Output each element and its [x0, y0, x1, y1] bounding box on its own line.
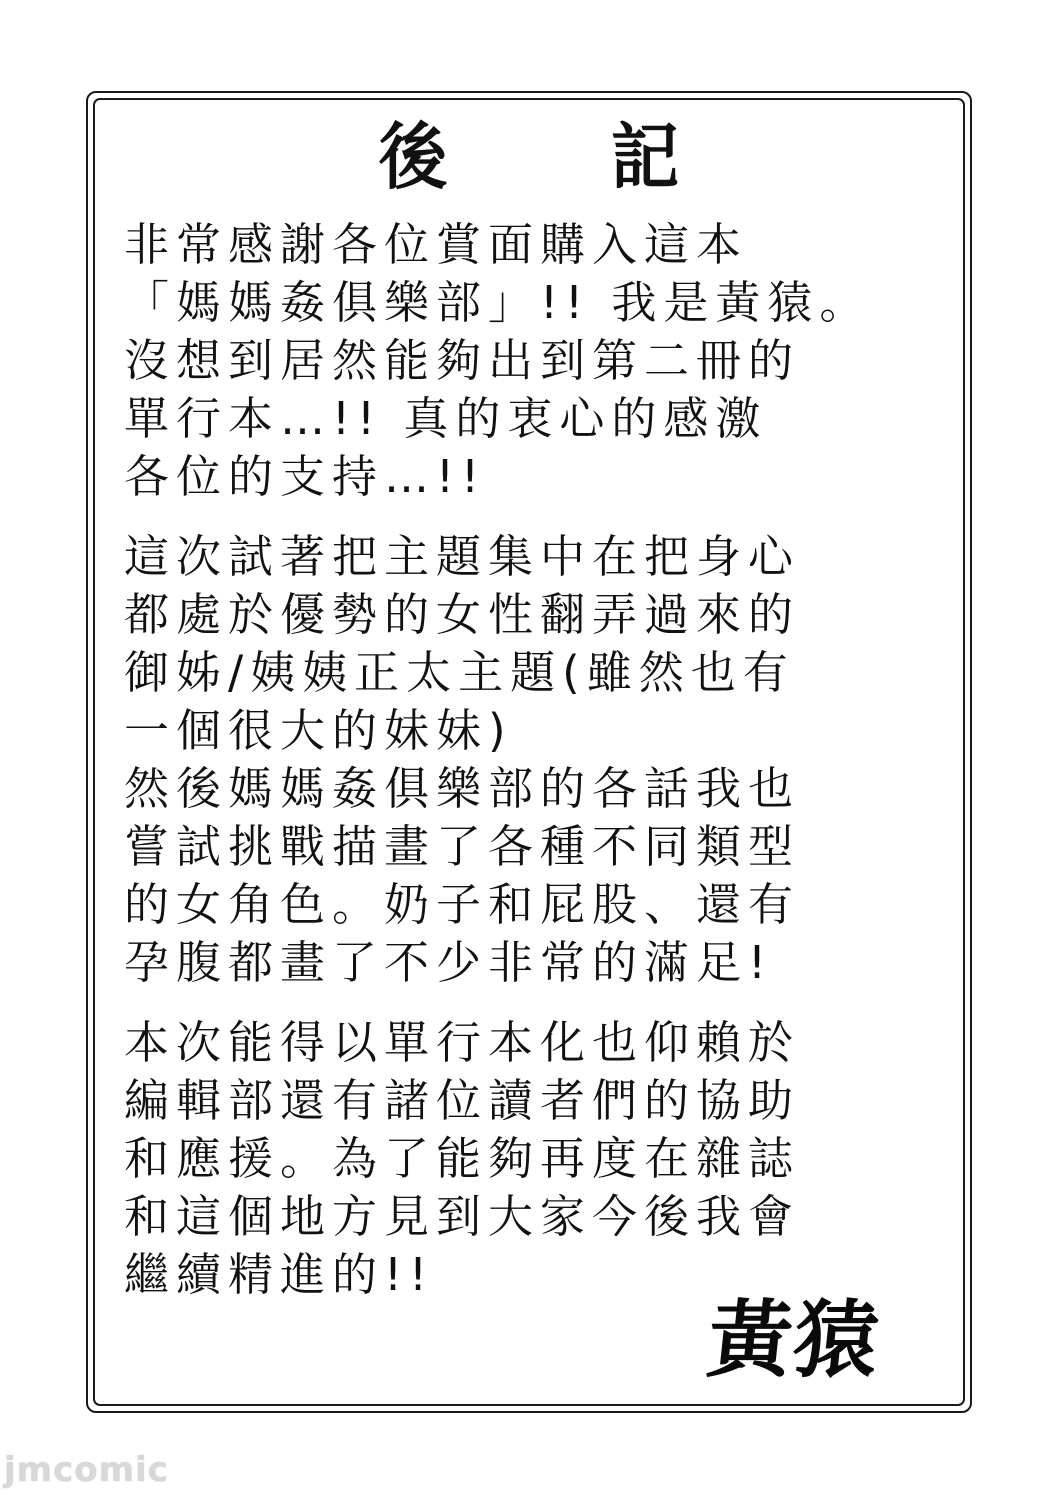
title-char-2: 記	[610, 115, 680, 199]
text-line: 和應援。為了能夠再度在雜誌	[124, 1132, 801, 1185]
text-line: 「媽媽姦俱樂部」!! 我是黃猿。	[124, 276, 872, 329]
paragraph-2	[124, 528, 924, 992]
watermark-logo	[4, 1448, 169, 1492]
watermark-text: jmcomic	[4, 1450, 169, 1490]
text-line: 的女角色。奶子和屁股、還有	[124, 878, 801, 931]
text-line: 嘗試挑戰描畫了各種不同類型	[124, 820, 801, 873]
paragraph-1	[124, 216, 924, 506]
text-line: 沒想到居然能夠出到第二冊的	[124, 334, 801, 387]
text-line: 本次能得以單行本化也仰賴於	[124, 1016, 801, 1069]
text-line: 非常感謝各位賞面購入這本	[124, 218, 749, 271]
signature-text: 黃猿	[703, 1289, 886, 1389]
text-line: 御姊/姨姨正太主題(雖然也有	[124, 646, 795, 699]
afterword-body	[124, 216, 924, 1318]
text-line: 這次試著把主題集中在把身心	[124, 530, 801, 583]
text-line: 繼續精進的!!	[124, 1248, 435, 1301]
text-line: 和這個地方見到大家今後我會	[124, 1190, 801, 1243]
text-line: 一個很大的妹妹)	[124, 704, 513, 757]
page-title	[100, 112, 958, 202]
paragraph-3	[124, 1014, 924, 1304]
text-line: 孕腹都畫了不少非常的滿足!	[124, 936, 774, 989]
text-line: 單行本…!! 真的衷心的感激	[124, 392, 768, 445]
text-line: 各位的支持…!!	[124, 450, 487, 503]
author-signature	[660, 1278, 930, 1388]
text-line: 編輯部還有諸位讀者們的協助	[124, 1074, 801, 1127]
title-char-1: 後	[378, 115, 448, 199]
text-line: 然後媽媽姦俱樂部的各話我也	[124, 762, 801, 815]
text-line: 都處於優勢的女性翻弄過來的	[124, 588, 801, 641]
